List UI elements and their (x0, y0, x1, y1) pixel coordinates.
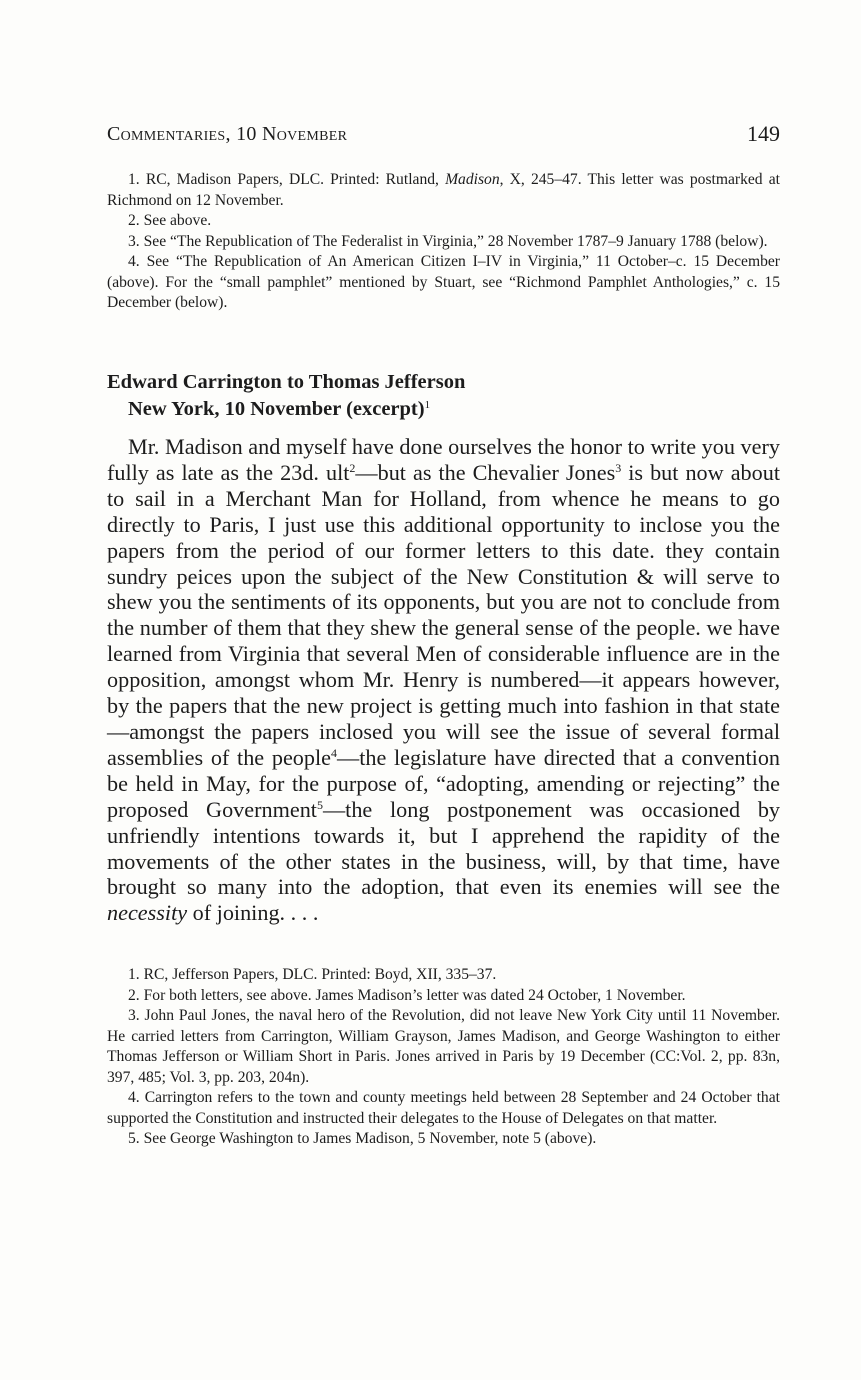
endnote: 3. John Paul Jones, the naval hero of the Revolution, did not leave New York City until 11 November. He carried letters from Carrington, William Grayson, James Madison, and George Washington to either Thomas Jefferson or William Short in Paris. Jones arrived in Paris by 19 December (CC:Vol. 2, pp. 83n, 397, 485; Vol. 3, pp. 203, 204n). (107, 1007, 780, 1086)
body-italic-word: necessity (107, 900, 188, 926)
endnote (107, 170, 780, 211)
endnote: 4. Carrington refers to the town and county meetings held between 28 September and 24 October that supported the Constitution and instructed their delegates to the House of Delegates on that matter. (107, 1089, 780, 1127)
body-text-run: —but as the Chevalier Jones (355, 459, 616, 485)
letter-paragraph (107, 434, 780, 926)
document-dateline (107, 396, 780, 423)
note-reference: 1 (424, 399, 431, 411)
top-endnotes (107, 170, 780, 314)
endnote-italic-title: Madison (445, 171, 500, 188)
body-text-run: —the long postponement was occasioned by unfriendly intentions towards it, but I apprehend the rapidity of the movements of the other states in the business, will, by that time, have brought so many into the adoption, that even its enemies will see the (107, 796, 781, 900)
endnote: 2. See above. (128, 212, 212, 229)
running-head (107, 123, 780, 149)
body-text-run: —the legislature have directed that a convention be held in May, for the purpose of, “adopting, amending or rejecting” the proposed Government (107, 744, 781, 822)
body-text-run: of joining. . . . (187, 900, 319, 926)
endnote: 1. RC, Jefferson Papers, DLC. Printed: Boyd, XII, 335–37. (128, 966, 497, 983)
letter-body (107, 434, 780, 926)
body-text-run: Mr. Madison and myself have done ourselves the honor to write you very fully as late as the 23d. ult (107, 434, 780, 485)
note-reference: 4 (331, 745, 337, 760)
document-heading (107, 369, 780, 423)
dateline-text: New York, 10 November (excerpt) (128, 398, 425, 420)
endnote-text: 1. RC, Madison Papers, DLC. Printed: Rutland, (128, 171, 446, 188)
document-title: Edward Carrington to Thomas Jefferson (107, 371, 466, 393)
body-text-run: is but now about to sail in a Merchant Man for Holland, from whence he means to go directly to Paris, I just use this additional opportunity to inclose you the papers from the period of our former letters to this date. they contain sundry peices upon the subject of the New Constitution & will serve to shew you the sentiments of its opponents, but you are not to conclude from the number of them that they shew the general sense of the people. we have learned from Virginia that several Men of considerable influence are in the opposition, amongst whom Mr. Henry is numbered—it appears however, by the papers that the new project is getting much into fashion in that state—amongst the papers inclosed you will see the issue of several formal assemblies of the people (107, 459, 780, 770)
bottom-endnotes (107, 965, 780, 1150)
note-reference: 5 (316, 797, 323, 812)
page-number: 149 (747, 121, 780, 146)
endnote: 5. See George Washington to James Madison, 5 November, note 5 (above). (128, 1130, 597, 1147)
endnote-text: , X, 245–47. This letter was postmarked at Richmond on 12 November. (107, 171, 780, 209)
note-reference: 3 (615, 460, 622, 475)
endnote: 4. See “The Republication of An American Citizen I–IV in Virginia,” 11 October–c. 15 December (above). For the “small pamphlet” mentioned by Stuart, see “Richmond Pamphlet Anthologies,” c. 15 December (below). (107, 253, 780, 311)
endnote: 3. See “The Republication of The Federalist in Virginia,” 28 November 1787–9 January 1788 (below). (128, 232, 768, 250)
endnote: 2. For both letters, see above. James Madison’s letter was dated 24 October, 1 November. (128, 986, 686, 1004)
note-reference: 2 (349, 460, 356, 475)
running-head-title: Commentaries, 10 November (107, 123, 348, 145)
